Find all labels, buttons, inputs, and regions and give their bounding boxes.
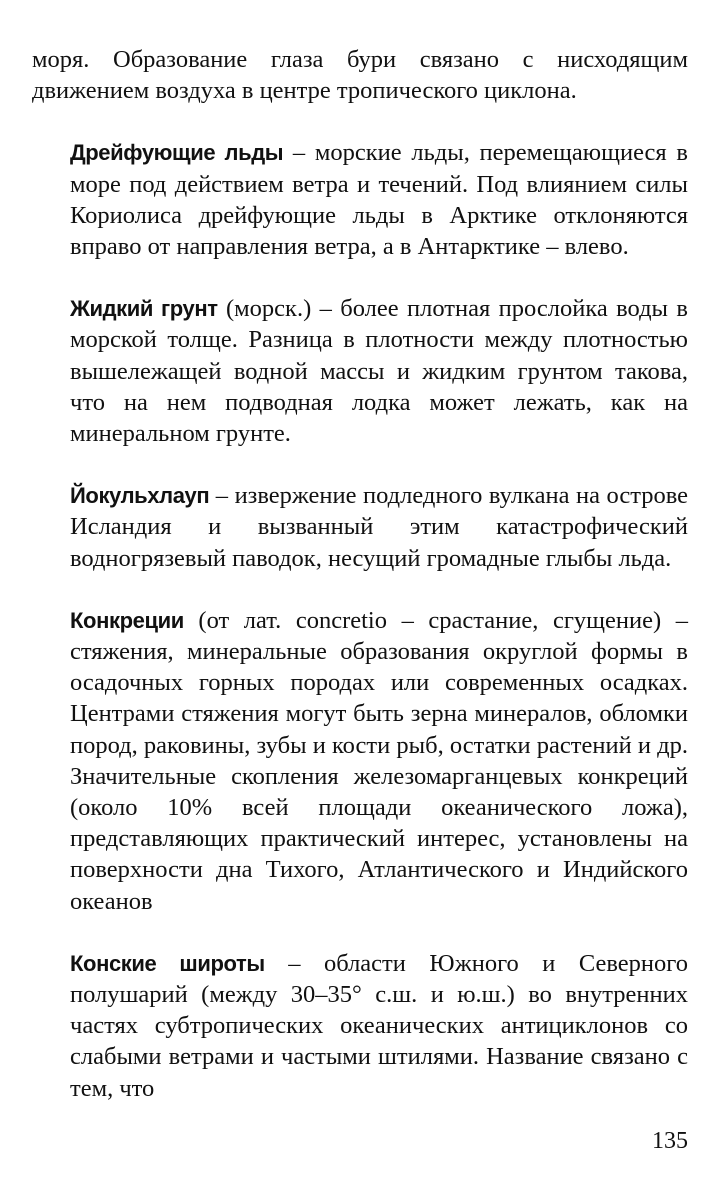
- continuation-paragraph: моря. Образование глаза бури связано с нисходящим движением воздуха в центре тропического циклона.: [32, 46, 688, 105]
- entry-definition: (от лат. concretio – срастание, сгущение) – стяжения, минеральные образования округлой формы в осадочных горных породах или современных осадках. Центрами стяжения могут быть зерна минералов, обломки пород, раковины, зубы и кости рыб, остатки растений и др. Значительные скопления железомарганцевых конкреций (около 10% всей площади океанического ложа), представляющих практический интерес, установлены на поверхности дна Тихого, Атлантического и Индийского океанов: [70, 606, 688, 915]
- entry-term: Жидкий грунт: [70, 296, 218, 322]
- entry-definition: – области Южного и Северного полушарий (между 30–35° с.ш. и ю.ш.) во внутренних частях субтропических океанических антициклонов со слабыми ветрами и частыми штилями. Название связано с тем, что: [70, 949, 688, 1102]
- page-number: 135: [652, 1128, 688, 1154]
- entry-paragraph: [32, 605, 688, 917]
- entry-term: Конские широты: [70, 950, 265, 976]
- entry-term: Конкреции: [70, 607, 184, 633]
- entry-paragraph: [32, 293, 688, 449]
- entry-paragraph: [32, 948, 688, 1104]
- entry-term: Йокульхлауп: [70, 483, 210, 509]
- entry-definition: (морск.) – более плотная прослойка воды в морской толще. Разница в плотности между плотностью вышележащей водной массы и жидким грунтом такова, что на нем подводная лодка может лежать, как на минеральном грунте.: [70, 295, 688, 448]
- document-page: [32, 44, 688, 1135]
- entry-definition: – извержение подледного вулкана на острове Исландия и вызванный этим катастрофический водногрязевый паводок, несущий громадные глыбы льда.: [70, 482, 688, 572]
- entry-paragraph: [32, 137, 688, 262]
- entry-paragraph: [32, 480, 688, 574]
- entry-term: Дрейфующие льды: [70, 140, 284, 166]
- entry-definition: – морские льды, перемещающиеся в море под действием ветра и течений. Под влиянием силы Кориолиса дрейфующие льды в Арктике отклоняются вправо от направления ветра, а в Антарктике – влево.: [70, 139, 688, 261]
